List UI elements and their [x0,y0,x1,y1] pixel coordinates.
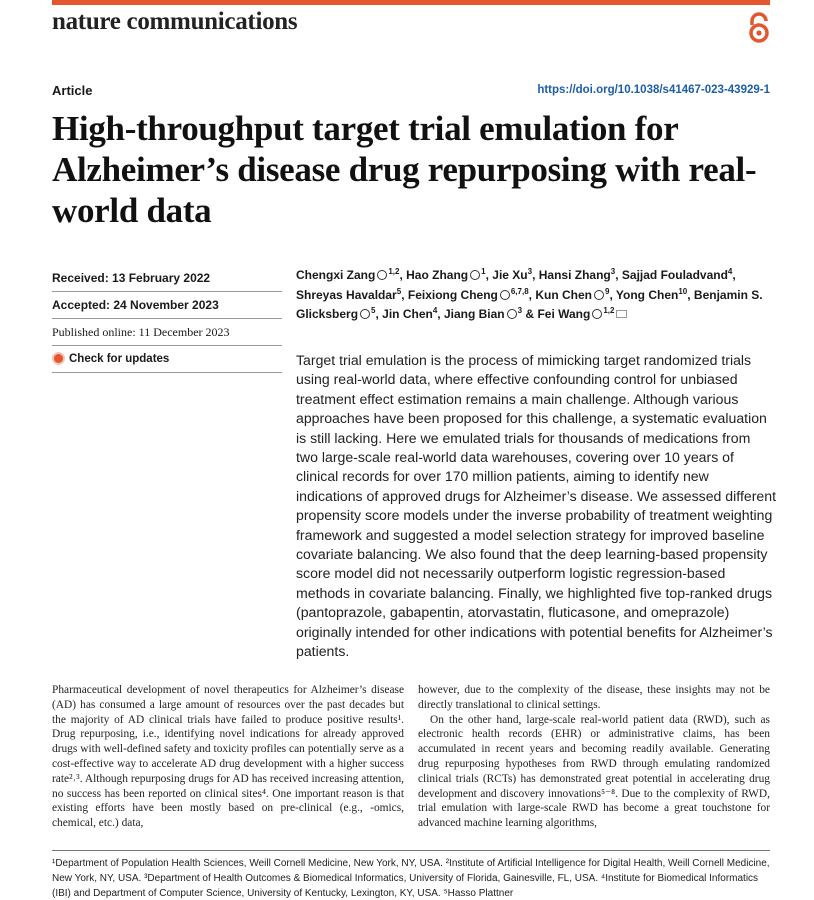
author-name[interactable]: Fei Wang [537,307,591,321]
author-name[interactable]: Shreyas Havaldar [296,287,397,302]
check-updates-label: Check for updates [69,352,170,365]
abstract: Target trial emulation is the process of mimicking target randomized trials using real-world data, where effective confounding control for unbiased treatment effect estimation remains a main challenge. Although various approaches have been proposed for this challenge, a systematic evaluation is still lacking. Here we emulated trials for thousands of medications from two large-scale real-world data warehouses, covering over 10 years of clinical records for over 170 million patients, aiming to identify new indications of approved drugs for Alzheimer’s disease. We assessed different propensity score models under the inverse probability of treatment weighting framework and suggested a model selection strategy for improved baseline covariate balancing. We also found that the deep learning-based propensity score model did not necessarily outperform logistic regression-based methods in covariate balancing. Finally, we highlighted five top-ranked drugs (pantoprazole, gabapentin, atorvastatin, fluticasone, and omeprazole) originally intended for other indications with potential benefits for Alzheimer’s patients. [296,352,776,660]
author-name[interactable]: Jin Chen [382,307,433,321]
affiliation-marker: 5 [371,306,376,315]
affiliation-marker: 3 [610,267,616,276]
author-name[interactable]: Kun Chen [535,287,592,302]
affiliation-marker: 9 [605,286,610,296]
orcid-icon[interactable] [360,309,370,319]
header-accent-bar [52,0,770,5]
divider [52,372,282,373]
divider [52,345,282,346]
orcid-icon[interactable] [594,290,604,300]
affiliation-marker: 1 [481,267,486,276]
open-access-icon[interactable] [746,12,772,44]
orcid-icon[interactable] [592,309,602,319]
affiliation-marker: 4 [432,306,438,315]
paper-title: High-throughput target trial emulation for Alzheimer’s disease drug repurposing with real-world data [52,109,757,230]
divider [52,291,282,292]
author-name[interactable]: Jiang Bian [443,307,505,321]
author-name[interactable]: Sajjad Fouladvand [621,268,728,282]
author-name[interactable]: Jie Xu [492,268,528,282]
affiliation-marker: 1,2 [603,306,615,315]
affiliations-footnote: ¹Department of Population Health Sciences, Weill Cornell Medicine, New York, NY, USA. ²Institute of Artificial Intelligence for Digital Health, Weill Cornell Medicine, New York, NY, USA. ³Department of Health Outcomes & Biomedical Informatics, University of Florida, Gainesville, FL, USA. ⁴Institute for Biomedical Informatics (IBI) and Department of Computer Science, University of Kentucky, Lexington, KY, USA. ⁵Hasso Plattner [52,858,770,899]
affiliation-marker: 4 [727,267,733,276]
affiliation-marker: 3 [517,306,523,315]
accepted-date: Accepted: 24 November 2023 [52,298,219,312]
check-updates-icon [52,352,65,365]
orcid-icon[interactable] [500,290,510,300]
affiliation-marker: 5 [396,286,402,296]
author-name[interactable]: Benjamin S. Glicksberg [296,287,763,321]
author-name[interactable]: Hao Zhang [406,268,469,282]
author-name[interactable]: Yong Chen [615,287,679,302]
affiliation-marker: 6,7,8 [510,286,529,296]
body-column-left [52,683,404,831]
article-type: Article [52,83,93,98]
affiliation-marker: 1,2 [388,267,400,276]
body-paragraph: Pharmaceutical development of novel therapeutics for Alzheimer’s disease (AD) has consumed a large amount of resources over the past decades but the majority of AD clinical trials have failed to produce positive results¹. Drug repurposing, i.e., identifying novel indications for already approved drugs with well-defined safety and toxicity profiles can potentially serve as a cost-effective way to accelerate AD drug development with a higher success rate²˒³. Although repurposing drugs for AD has received increasing attention, no success has been reported on clinical sites⁴. One important reason is that existing efforts have been mostly based on pre-clinical (e.g., -omics, chemical, etc.) data, [52,684,404,830]
journal-name[interactable]: nature communications [52,8,298,35]
divider [52,318,282,319]
body-paragraph: however, due to the complexity of the disease, these insights may not be directly translational to clinical settings. [418,684,770,711]
published-date: Published online: 11 December 2023 [52,325,230,339]
author-name[interactable]: Feixiong Cheng [407,287,498,302]
author-name[interactable]: Hansi Zhang [538,268,611,282]
orcid-icon[interactable] [507,309,517,319]
body-paragraph: On the other hand, large-scale real-world patient data (RWD), such as electronic health records (EHR) or administrative claims, has been accumulated in recent years and becoming readily available. Generating drug repurposing hypotheses from RWD through emulating randomized clinical trials (RCTs) has demonstrated great potential in accelerating drug development and discovery innovations⁵⁻⁸. Due to the complexity of RWD, trial emulation with large-scale RWD has become a great touchstone for advanced machine learning algorithms, [418,713,770,830]
affiliation-marker: 3 [527,267,533,276]
received-date: Received: 13 February 2022 [52,271,211,285]
orcid-icon[interactable] [377,270,387,280]
affiliation-marker: 10 [678,286,688,296]
body-column-right [418,683,770,831]
email-icon[interactable] [616,310,627,318]
footnote-divider [52,850,770,851]
check-for-updates-button[interactable] [52,352,169,365]
author-list: Chengxi Zang $^{1,2}$, Hao Zhang $^1$, Jie Xu$^3$, Hansi Zhang$^3$, Sajjad Fouladvand$^4$, Shreyas Havaldar$^5$, Feixiong Cheng $^{6,7,8}$, Kun Chen $^9$, Yong Chen$^{10}$, Benjamin S. Glicksberg $^5$, Jin Chen$^4$, Jiang Bian $^3$ & Fei Wang $^{1,2}$ [296,267,763,321]
orcid-icon[interactable] [470,270,480,280]
doi-link[interactable]: https://doi.org/10.1038/s41467-023-43929-1 [537,84,770,96]
author-name[interactable]: Chengxi Zang [296,268,376,282]
